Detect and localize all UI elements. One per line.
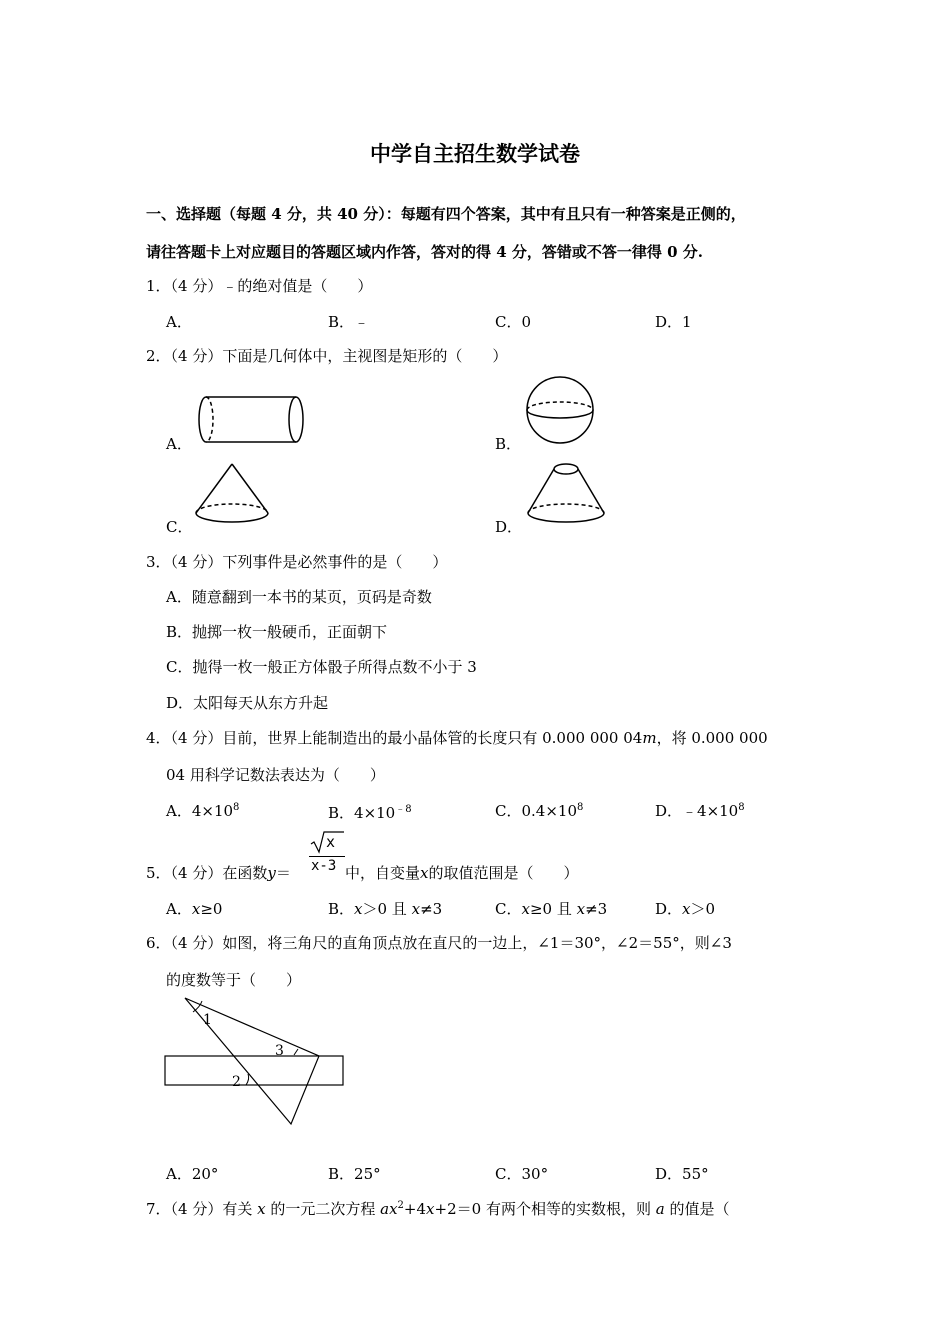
question-6-option-c: C．30° xyxy=(495,1165,549,1183)
fraction-bar xyxy=(309,856,345,857)
question-6-option-d: D．55° xyxy=(655,1165,709,1183)
question-4-stem-line2: 04 用科学记数法表达为（ ） xyxy=(166,766,385,784)
frustum-icon xyxy=(525,460,607,528)
sphere-icon xyxy=(525,375,595,447)
question-2-option-a: A． xyxy=(166,435,192,453)
question-1-stem: 1．（4 分）﹣的绝对值是（ ） xyxy=(146,277,373,295)
question-6-stem-line1: 6．（4 分）如图，将三角尺的直角顶点放在直尺的一边上，∠1＝30°，∠2＝55°，则∠3 xyxy=(146,934,732,952)
fraction-numerator: x xyxy=(326,833,336,851)
question-1-option-b: B．﹣ xyxy=(328,313,370,331)
question-5-option-d: D．x＞0 xyxy=(655,900,716,918)
page-title: 中学自主招生数学试卷 xyxy=(370,141,580,166)
question-6-option-a: A．20° xyxy=(166,1165,219,1183)
question-4-option-d: D．$﹣4\times 10^8$ xyxy=(655,802,745,820)
question-7-stem: 7．（4 分）有关 x 的一元二次方程 $ax^2+4x+2=0$ 有两个相等的实数根，则 a 的值是（ xyxy=(146,1200,730,1218)
angle-3-label: 3 xyxy=(275,1043,284,1059)
fraction-denominator: x-3 xyxy=(311,858,337,874)
question-4-option-c: C．$0.4\times 10^8$ xyxy=(495,802,584,820)
question-4-option-b: B．$4\times 10^{﹣8}$ xyxy=(328,804,412,822)
question-6-stem-line2: 的度数等于（ ） xyxy=(166,971,302,989)
question-4-stem-line1: 4．（4 分）目前，世界上能制造出的最小晶体管的长度只有 0.000 000 04m，将 0.000 000 xyxy=(146,729,768,747)
cylinder-icon xyxy=(196,394,312,446)
section-instructions-line1: 一、选择题（每题 4 分，共 40 分）：每题有四个答案，其中有且只有一种答案是正侧的， xyxy=(146,205,746,223)
question-2-option-d: D． xyxy=(495,518,523,536)
cone-icon xyxy=(193,462,271,528)
question-2-stem: 2．（4 分）下面是几何体中，主视图是矩形的（ ） xyxy=(146,347,508,365)
question-1-option-a: A． xyxy=(166,313,192,331)
question-5-option-a: A．x≥0 xyxy=(166,900,223,918)
question-2-option-c: C． xyxy=(166,518,193,536)
question-4-option-a: A．$4\times 10^8$ xyxy=(166,802,240,820)
question-3-option-d: D．太阳每天从东方升起 xyxy=(166,694,329,712)
ruler-triangle-figure xyxy=(160,995,350,1130)
question-3-stem: 3．（4 分）下列事件是必然事件的是（ ） xyxy=(146,553,448,571)
question-1-option-d: D．1 xyxy=(655,313,692,331)
question-3-option-c: C．抛得一枚一般正方体骰子所得点数不小于 3 xyxy=(166,658,477,676)
question-3-option-a: A．随意翻到一本书的某页，页码是奇数 xyxy=(166,588,432,606)
question-5-option-c: C．x≥0 且 x≠3 xyxy=(495,900,608,918)
angle-2-label: 2 xyxy=(232,1074,241,1090)
question-6-option-b: B．25° xyxy=(328,1165,381,1183)
section-instructions-line2: 请往答题卡上对应题目的答题区域内作答，答对的得 4 分，答错或不答一律得 0 分. xyxy=(146,243,703,261)
question-1-option-c: C．0 xyxy=(495,313,532,331)
question-5-option-b: B．x＞0 且 x≠3 xyxy=(328,900,443,918)
angle-1-label: 1 xyxy=(203,1012,212,1028)
question-5-stem-a: 5．（4 分）在函数y＝ xyxy=(146,864,291,882)
question-3-option-b: B．抛掷一枚一般硬币，正面朝下 xyxy=(166,623,388,641)
question-5-stem-b: 中，自变量x的取值范围是（ ） xyxy=(345,864,579,882)
function-fraction xyxy=(309,830,345,880)
question-2-option-b: B． xyxy=(495,435,522,453)
